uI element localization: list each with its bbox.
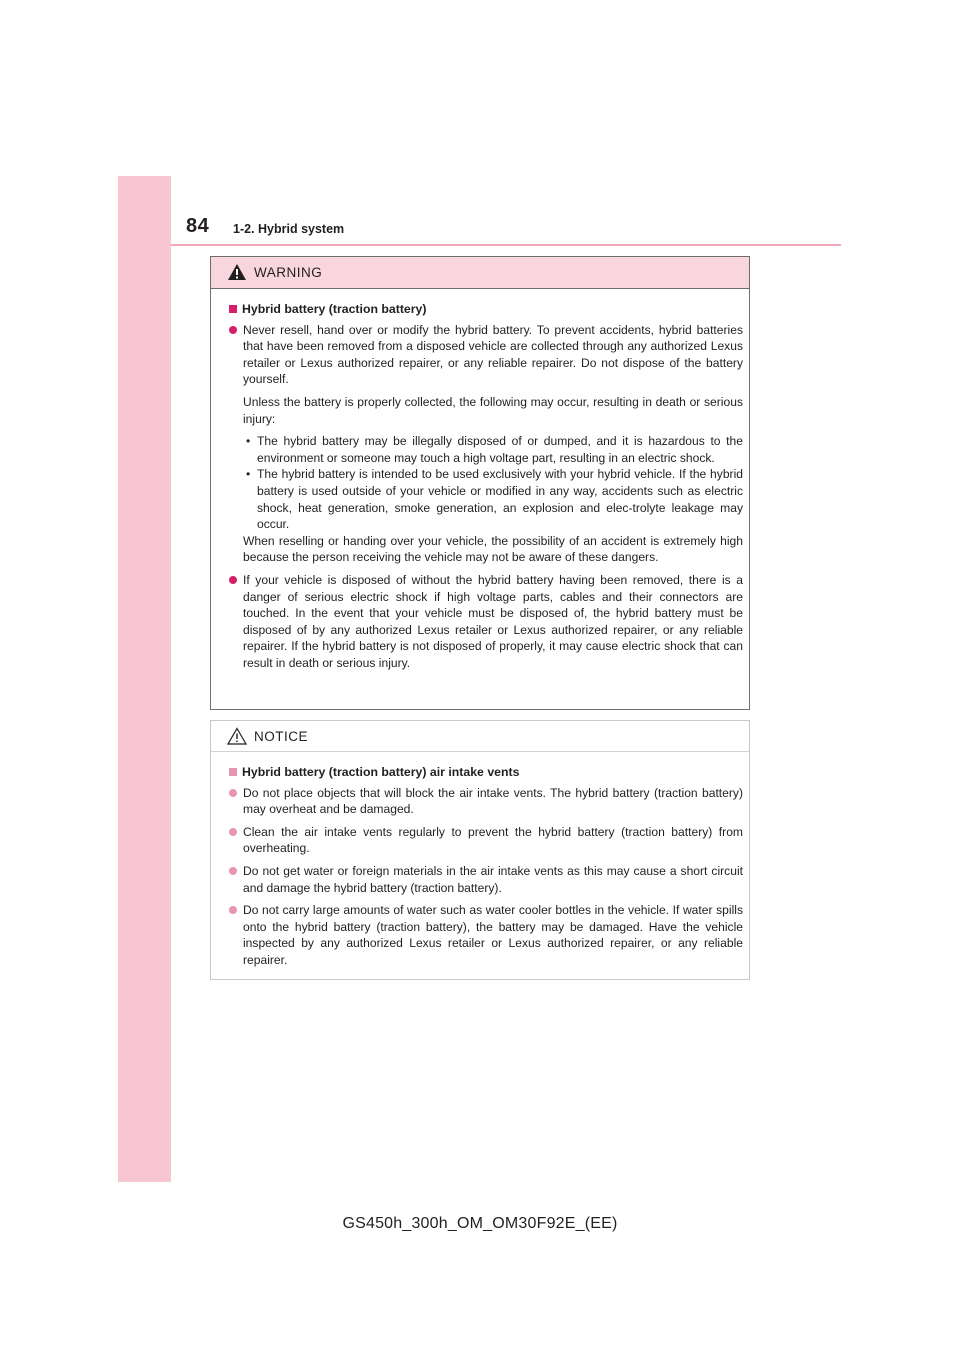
warning-bullet-paragraph: When reselling or handing over your vehicle, the possibility of an accident is extremely high because the person receiving the vehicle may not be aware of these dangers. (243, 533, 743, 565)
notice-bullet-text: Do not carry large amounts of water such as water cooler bottles in the vehicle. If water spills onto the hybrid battery (traction battery), the battery may be damaged. Have the vehicle inspected by any authorized Lexus retailer or Lexus authorized repairer, or any reliable repairer. (243, 903, 743, 967)
notice-bullet (229, 824, 743, 857)
document-code-footer: GS450h_300h_OM_OM30F92E_(EE) (342, 1215, 618, 1232)
chapter-sidebar-tab (118, 176, 171, 1182)
warning-sublist (243, 433, 743, 533)
page-number: 84 (186, 215, 210, 237)
circle-bullet-icon (229, 326, 237, 334)
circle-bullet-icon (229, 789, 237, 797)
warning-title: WARNING (254, 265, 323, 280)
warning-subheading (229, 301, 743, 318)
notice-bullet-text: Do not get water or foreign materials in the air intake vents as this may cause a short circuit and damage the hybrid battery (traction battery). (243, 863, 743, 895)
notice-subheading (229, 764, 743, 781)
notice-content (211, 752, 749, 969)
header-rule (171, 244, 841, 246)
warning-triangle-icon (227, 263, 247, 281)
warning-bullet-text: Never resell, hand over or modify the hybrid battery. To prevent accidents, hybrid batteries that have been removed from a disposed vehicle are collected through any authorized Lexus retailer or Lexus authorized repairer, or any reliable repairer. Do not dispose of the battery yourself. (243, 322, 743, 387)
notice-bullet-text: Clean the air intake vents regularly to prevent the hybrid battery (traction battery) from overheating. (243, 824, 743, 856)
warning-subheading-text: Hybrid battery (traction battery) (242, 302, 427, 316)
notice-subheading-text: Hybrid battery (traction battery) air intake vents (242, 765, 520, 779)
circle-bullet-icon (229, 576, 237, 584)
dot-marker: • (246, 434, 251, 449)
circle-bullet-icon (229, 906, 237, 914)
warning-header (211, 257, 749, 289)
section-title: 1-2. Hybrid system (233, 222, 345, 236)
notice-bullet (229, 785, 743, 818)
warning-subitem-text: The hybrid battery may be illegally disposed of or dumped, and it is hazardous to the environment or someone may touch a high voltage part, resulting in an electric shock. (257, 434, 743, 465)
circle-bullet-icon (229, 828, 237, 836)
warning-box (210, 256, 750, 710)
warning-subitem-text: The hybrid battery is intended to be used exclusively with your hybrid vehicle. If the hybrid battery is used outside of your vehicle or modified in any way, accidents such as electric shock, heat generation, smoke generation, an explosion and elec-trolyte leakage may occur. (257, 467, 743, 532)
notice-bullet (229, 863, 743, 896)
square-bullet-icon (229, 768, 237, 776)
warning-bullet (229, 322, 743, 566)
notice-triangle-icon (227, 727, 247, 745)
warning-bullet (229, 572, 743, 672)
notice-box (210, 720, 750, 980)
notice-bullet-text: Do not place objects that will block the air intake vents. The hybrid battery (traction battery) may overheat and be damaged. (243, 785, 743, 817)
warning-subitem (243, 466, 743, 532)
circle-bullet-icon (229, 867, 237, 875)
square-bullet-icon (229, 305, 237, 313)
warning-bullet-paragraph: Unless the battery is properly collected, the following may occur, resulting in death or serious injury: (243, 394, 743, 426)
dot-marker: • (246, 467, 251, 482)
warning-subitem (243, 433, 743, 466)
notice-header (211, 721, 749, 752)
warning-bullet-text: If your vehicle is disposed of without the hybrid battery having been removed, there is a danger of serious electric shock if high voltage parts, cables and their connectors are touched. In the event that your vehicle must be disposed of, the hybrid battery must be disposed of by any authorized Lexus retailer or Lexus authorized repairer, or any reliable repairer. If the hybrid battery is not disposed of properly, it may cause electric shock that can result in death or serious injury. (243, 572, 743, 670)
warning-content (211, 289, 749, 671)
notice-bullet (229, 902, 743, 968)
notice-title: NOTICE (254, 729, 309, 744)
